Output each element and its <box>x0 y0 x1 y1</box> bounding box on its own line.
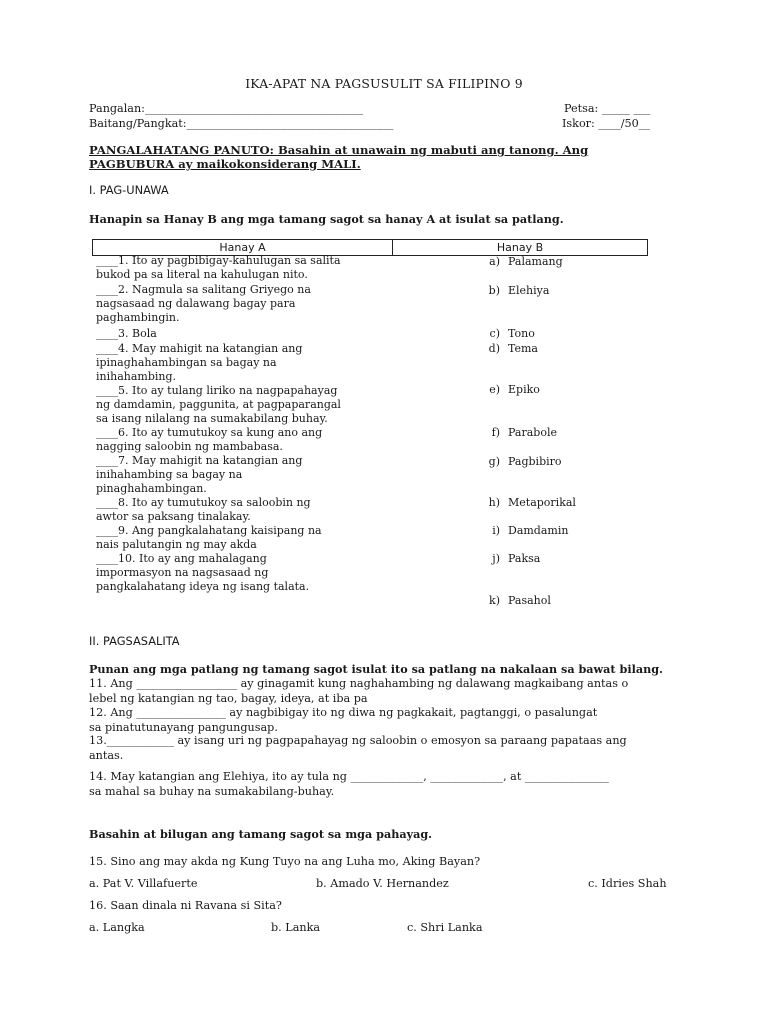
hanay-b-item: i) Damdamin <box>492 524 569 537</box>
question-12: 12. Ang ________________ ay nagbibigay ito ng diwa ng pagkakait, pagtanggi, o pasalungat sa pinatutunayang pangungusap. <box>89 706 598 734</box>
hanay-a-line: ____6. Ito ay tumutukoy sa kung ano ang <box>96 426 323 439</box>
name-field[interactable]: Pangalan:_______________________________________ <box>89 102 364 115</box>
question-14: 14. May katangian ang Elehiya, ito ay tula ng _____________, _____________, at _______________ sa mahal sa buhay na sumakabilang-buhay. <box>89 770 609 798</box>
hanay-b-item: d) Tema <box>488 342 538 355</box>
hanay-a-line: inihahambing sa bagay na <box>96 468 243 481</box>
hanay-b-item: b) Elehiya <box>488 284 550 297</box>
score-field: Iskor: ____/50__ <box>562 117 650 130</box>
hanay-b-header: Hanay B <box>393 240 648 256</box>
hanay-a-line: nais palutangin ng may akda <box>96 538 257 551</box>
hanay-a-line: nagging saloobin ng mambabasa. <box>96 440 283 453</box>
hanay-a-line: paghambingin. <box>96 311 180 324</box>
hanay-a-line: ipinaghahambingan sa bagay na <box>96 356 277 369</box>
hanay-a-line: nagsasaad ng dalawang bagay para <box>96 297 296 310</box>
hanay-a-line: ____2. Nagmula sa salitang Griyego na <box>96 283 311 296</box>
hanay-a-line: impormasyon na nagsasaad ng <box>96 566 269 579</box>
q15-choice-c[interactable]: c. Idries Shah <box>588 877 667 890</box>
hanay-a-line: ____5. Ito ay tulang liriko na nagpapahayag <box>96 384 338 397</box>
part2-instruction: Punan ang mga patlang ng tamang sagot isulat ito sa patlang na nakalaan sa bawat bilang. <box>89 662 663 676</box>
q15-choice-b[interactable]: b. Amado V. Hernandez <box>316 877 449 890</box>
hanay-a-line: ng damdamin, paggunita, at pagpaparangal <box>96 398 341 411</box>
hanay-b-item: h) Metaporikal <box>488 496 576 509</box>
date-field[interactable]: Petsa: _____ ___ <box>564 102 651 115</box>
hanay-b-item: a) Palamang <box>489 255 563 268</box>
part2-heading: II. PAGSASALITA <box>89 634 180 648</box>
general-instruction-line2: PAGBUBURA ay maikokonsiderang MALI. <box>89 157 361 171</box>
part1-heading: I. PAG-UNAWA <box>89 183 169 197</box>
part3-instruction: Basahin at bilugan ang tamang sagot sa mga pahayag. <box>89 827 433 841</box>
hanay-b-item: c) Tono <box>489 327 535 340</box>
question-16: 16. Saan dinala ni Ravana si Sita? <box>89 899 282 912</box>
hanay-a-line: ____8. Ito ay tumutukoy sa saloobin ng <box>96 496 311 509</box>
hanay-b-item: e) Epiko <box>489 383 540 396</box>
exam-title: IKA-APAT NA PAGSUSULIT SA FILIPINO 9 <box>245 76 523 91</box>
hanay-b-item: f) Parabole <box>491 426 557 439</box>
hanay-b-item: j) Paksa <box>492 552 541 565</box>
hanay-a-line: sa isang nilalang na sumakabilang buhay. <box>96 412 328 425</box>
hanay-a-line: ____7. May mahigit na katangian ang <box>96 454 303 467</box>
part1-instruction: Hanapin sa Hanay B ang mga tamang sagot sa hanay A at isulat sa patlang. <box>89 212 564 226</box>
hanay-a-header: Hanay A <box>93 240 393 256</box>
question-11: 11. Ang __________________ ay ginagamit kung naghahambing ng dalawang magkaibang antas o lebel ng katangian ng tao, bagay, ideya, at iba pa <box>89 677 629 705</box>
hanay-a-line: inihahambing. <box>96 370 177 383</box>
hanay-a-line: pangkalahatang ideya ng isang talata. <box>96 580 310 593</box>
hanay-a-line: ____10. Ito ay ang mahalagang <box>96 552 267 565</box>
q16-choice-b[interactable]: b. Lanka <box>271 921 321 934</box>
hanay-a-line: pinaghahambingan. <box>96 482 207 495</box>
question-15: 15. Sino ang may akda ng Kung Tuyo na ang Luha mo, Aking Bayan? <box>89 855 481 868</box>
grade-section-field[interactable]: Baitang/Pangkat:_____________________________________ <box>89 117 394 130</box>
q16-choice-c[interactable]: c. Shri Lanka <box>407 921 483 934</box>
hanay-b-item: g) Pagbibiro <box>488 455 562 468</box>
q16-choice-a[interactable]: a. Langka <box>89 921 145 934</box>
question-13: 13.____________ ay isang uri ng pagpapahayag ng saloobin o emosyon sa paraang papataas ang antas. <box>89 734 627 762</box>
hanay-a-line: ____4. May mahigit na katangian ang <box>96 342 303 355</box>
hanay-b-item: k) Pasahol <box>489 594 551 607</box>
hanay-a-line: bukod pa sa literal na kahulugan nito. <box>96 268 308 281</box>
hanay-a-line: ____3. Bola <box>96 327 157 340</box>
general-instruction-line1: PANGALAHATANG PANUTO: Basahin at unawain ng mabuti ang tanong. Ang <box>89 143 589 157</box>
hanay-a-line: ____9. Ang pangkalahatang kaisipang na <box>96 524 322 537</box>
hanay-a-line: ____1. Ito ay pagbibigay-kahulugan sa salita <box>96 254 341 267</box>
q15-choice-a[interactable]: a. Pat V. Villafuerte <box>89 877 198 890</box>
hanay-a-line: awtor sa paksang tinalakay. <box>96 510 251 523</box>
